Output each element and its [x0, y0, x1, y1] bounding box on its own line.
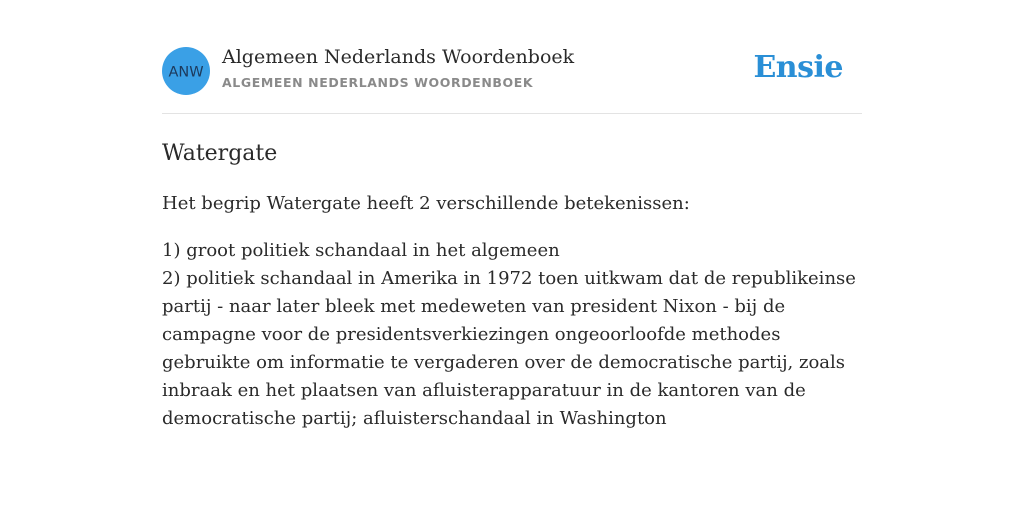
source-subtitle: ALGEMEEN NEDERLANDS WOORDENBOEK: [222, 75, 534, 90]
entry-intro: Het begrip Watergate heeft 2 verschillende betekenissen:: [162, 193, 690, 214]
definition-item: 2) politiek schandaal in Amerika in 1972 toen uitkwam dat de republikeinse partij - naar later bleek met medeweten van president Nixon - bij de campagne voor de presidentsverkiezingen ongeoorloofde methodes gebruikte om informatie te vergaderen over de democratische partij, zoals inbraak en het plaatsen van afluisterapparatuur in de kantoren van de democratische partij; afluisterschandaal in Washington: [162, 268, 856, 429]
source-header: [162, 46, 862, 114]
entry-card: [162, 46, 862, 433]
definition-item: 1) groot politiek schandaal in het algemeen: [162, 240, 560, 261]
definition-list: [162, 237, 862, 433]
source-title[interactable]: Algemeen Nederlands Woordenboek: [222, 46, 575, 68]
anw-logo[interactable]: [162, 47, 210, 95]
logo-text: ANW: [168, 64, 204, 81]
anw-logo-icon: [162, 47, 210, 95]
ensie-brand-logo[interactable]: Ensie: [753, 50, 843, 85]
entry-title: Watergate: [162, 141, 278, 166]
